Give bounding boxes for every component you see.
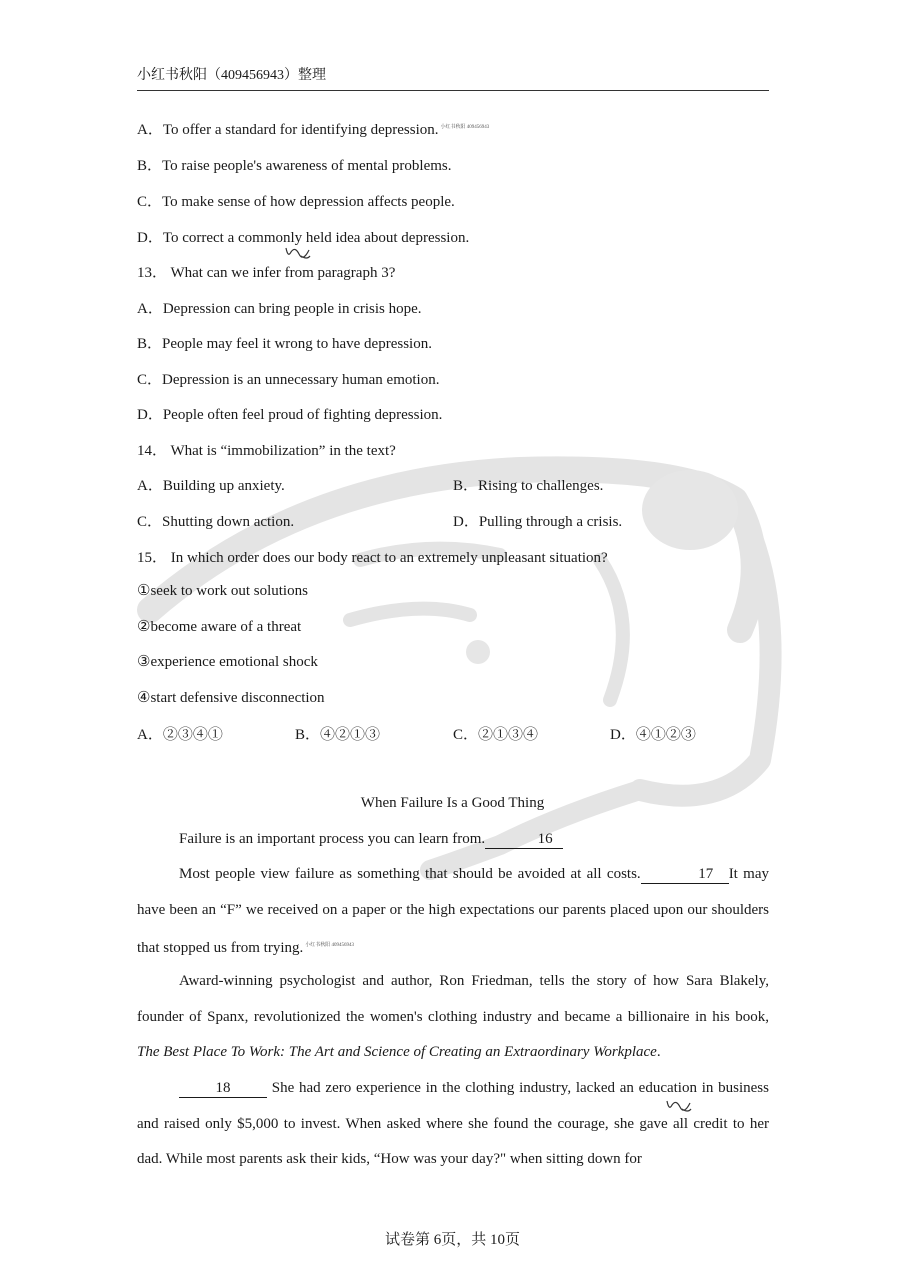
q15-step-4: ④start defensive disconnection — [137, 690, 325, 706]
handwritten-mark — [664, 1097, 694, 1117]
option-text: ②③④① — [162, 727, 223, 743]
passage-paragraph-3 — [137, 964, 769, 1071]
page-footer: 试卷第 6页，共 10页 — [384, 1232, 520, 1248]
option-letter: C． — [137, 514, 163, 530]
option-letter: D． — [453, 514, 479, 530]
q15-option-b — [295, 723, 380, 744]
q14-option-a — [137, 474, 285, 495]
option-text: ②①③④ — [478, 727, 539, 743]
q15-stem: 15． In which order does our body react to an extremely unpleasant situation? — [137, 550, 608, 566]
q15-option-d — [610, 723, 696, 744]
passage-paragraph-2 — [137, 857, 769, 967]
option-text: To raise people's awareness of mental problems. — [162, 158, 452, 174]
option-text: People may feel it wrong to have depression. — [162, 336, 432, 352]
q13-stem: 13． What can we infer from paragraph 3? — [137, 265, 396, 281]
option-letter: C． — [137, 194, 163, 210]
option-text: Shutting down action. — [162, 514, 295, 530]
option-letter: A． — [137, 478, 163, 494]
option-text: To correct a commonly held idea about depression. — [162, 230, 470, 246]
q14-option-c — [137, 510, 294, 531]
book-title: The Best Place To Work: The Art and Science of Creating an Extraordinary Workplace — [137, 1044, 657, 1060]
paragraph-text: She had zero experience in the clothing industry, lacked an education in business and raised only $5,000 to invest. When asked where she found the courage, she gave all credit to her dad. While most parents ask their kids, “How was your day?" when sitting down for — [137, 1080, 769, 1167]
q13-option-c — [137, 368, 439, 389]
option-text: Pulling through a crisis. — [478, 514, 623, 530]
paragraph-text: . — [656, 1044, 661, 1060]
option-letter: D． — [137, 407, 163, 423]
option-letter: A． — [137, 122, 163, 138]
option-text: Rising to challenges. — [478, 478, 604, 494]
answer-blank-17[interactable]: 17 — [641, 865, 729, 884]
option-text: ④①②③ — [635, 727, 696, 743]
option-letter: D． — [137, 230, 163, 246]
q13-option-a — [137, 297, 422, 318]
q13-option-b — [137, 332, 432, 353]
q12-option-a — [137, 118, 489, 139]
option-text: Depression is an unnecessary human emotion. — [162, 372, 440, 388]
option-letter: C． — [453, 727, 479, 743]
q15-step-2: ②become aware of a threat — [137, 619, 302, 635]
option-text: Depression can bring people in crisis hope. — [162, 301, 422, 317]
option-letter: B． — [137, 158, 163, 174]
option-letter: B． — [295, 727, 321, 743]
q14-option-d — [453, 510, 622, 531]
page-header — [137, 64, 769, 91]
q14-option-b — [453, 474, 603, 495]
option-letter: A． — [137, 301, 163, 317]
option-text: People often feel proud of fighting depression. — [162, 407, 443, 423]
q15-step-3: ③experience emotional shock — [137, 654, 318, 670]
answer-blank-18[interactable]: 18 — [179, 1079, 267, 1098]
passage-paragraph-1 — [137, 822, 769, 858]
passage-paragraph-4 — [137, 1071, 769, 1178]
q15-step-1: ①seek to work out solutions — [137, 583, 308, 599]
option-text: To offer a standard for identifying depression. — [162, 122, 439, 138]
option-letter: C． — [137, 372, 163, 388]
small-watermark-text: 小红书秋阳 409456943 — [440, 125, 490, 130]
passage-title: When Failure Is a Good Thing — [360, 795, 545, 811]
q15-option-a — [137, 723, 223, 744]
q12-option-c — [137, 190, 455, 211]
q14-stem: 14． What is “immobilization” in the text? — [137, 443, 396, 459]
paragraph-text: Failure is an important process you can learn from. — [179, 831, 486, 847]
option-letter: A． — [137, 727, 163, 743]
header-text: 小红书秋阳（409456943）整理 — [137, 68, 326, 83]
paragraph-text: Most people view failure as something that should be avoided at all costs. — [179, 866, 641, 882]
q13-option-d — [137, 403, 442, 424]
q15-option-c — [453, 723, 538, 744]
option-letter: D． — [610, 727, 636, 743]
paragraph-text: It may have been an “F” we received on a paper or the high expectations our parents placed upon our shoulders that stopped us from trying. — [137, 866, 769, 956]
q12-option-b — [137, 154, 452, 175]
option-letter: B． — [453, 478, 479, 494]
option-text: Building up anxiety. — [162, 478, 285, 494]
small-watermark-text: 小红书秋阳 409456943 — [305, 943, 354, 948]
answer-blank-16[interactable]: 16 — [485, 830, 563, 849]
paragraph-text: Award-winning psychologist and author, Ron Friedman, tells the story of how Sara Blakely, founder of Spanx, revolutionized the women's clothing industry and became a billionaire in his book, — [137, 973, 769, 1025]
option-text: ④②①③ — [320, 727, 381, 743]
option-letter: B． — [137, 336, 163, 352]
option-text: To make sense of how depression affects people. — [162, 194, 455, 210]
